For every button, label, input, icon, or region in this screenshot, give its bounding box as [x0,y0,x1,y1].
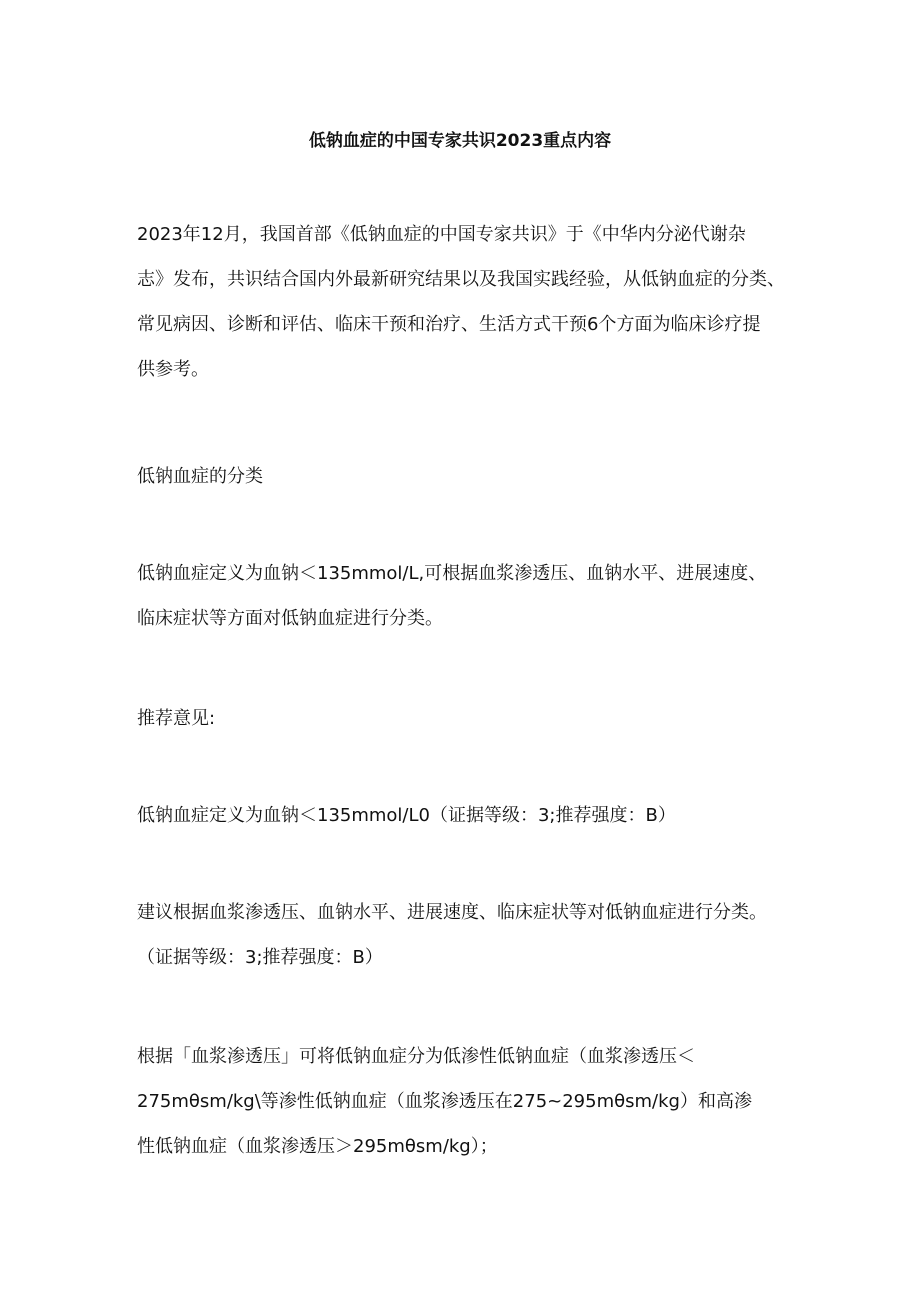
intro-line: 常见病因、诊断和评估、临床干预和治疗、生活方式干预6个方面为临床诊疗提 [137,314,761,335]
intro-line: 志》发布，共识结合国内外最新研究结果以及我国实践经验，从低钠血症的分类、 [137,269,785,290]
osmolality-line: 275mθsm/kg\等渗性低钠血症（血浆渗透压在275~295mθsm/kg）和高渗 [137,1091,752,1112]
recommendation-heading [137,696,807,741]
recommendation-1-line: 低钠血症定义为血钠＜135mmol/L0（证据等级：3;推荐强度：B） [137,805,676,826]
osmolality-line: 根据「血浆渗透压」可将低钠血症分为低渗性低钠血症（血浆渗透压＜ [137,1046,695,1067]
section-heading-text: 低钠血症的分类 [137,466,263,487]
osmolality-classification-paragraph [137,1034,807,1169]
osmolality-line: 性低钠血症（血浆渗透压＞295mθsm/kg）； [137,1136,498,1157]
recommendation-2-line: 建议根据血浆渗透压、血钠水平、进展速度、临床症状等对低钠血症进行分类。 [137,902,767,923]
definition-paragraph [137,551,807,641]
section-heading [137,454,807,499]
intro-line: 供参考。 [137,359,209,380]
definition-line: 临床症状等方面对低钠血症进行分类。 [137,608,443,629]
definition-line: 低钠血症定义为血钠＜135mmol/L,可根据血浆渗透压、血钠水平、进展速度、 [137,563,767,584]
recommendation-heading-text: 推荐意见: [137,708,216,729]
recommendation-2-line: （证据等级：3;推荐强度：B） [137,947,383,968]
document-title: 低钠血症的中国专家共识2023重点内容 [308,131,612,151]
recommendation-2 [137,890,807,980]
intro-line: 2023年12月，我国首部《低钠血症的中国专家共识》于《中华内分泌代谢杂 [137,224,746,245]
recommendation-1 [137,793,807,838]
intro-paragraph [137,212,807,392]
